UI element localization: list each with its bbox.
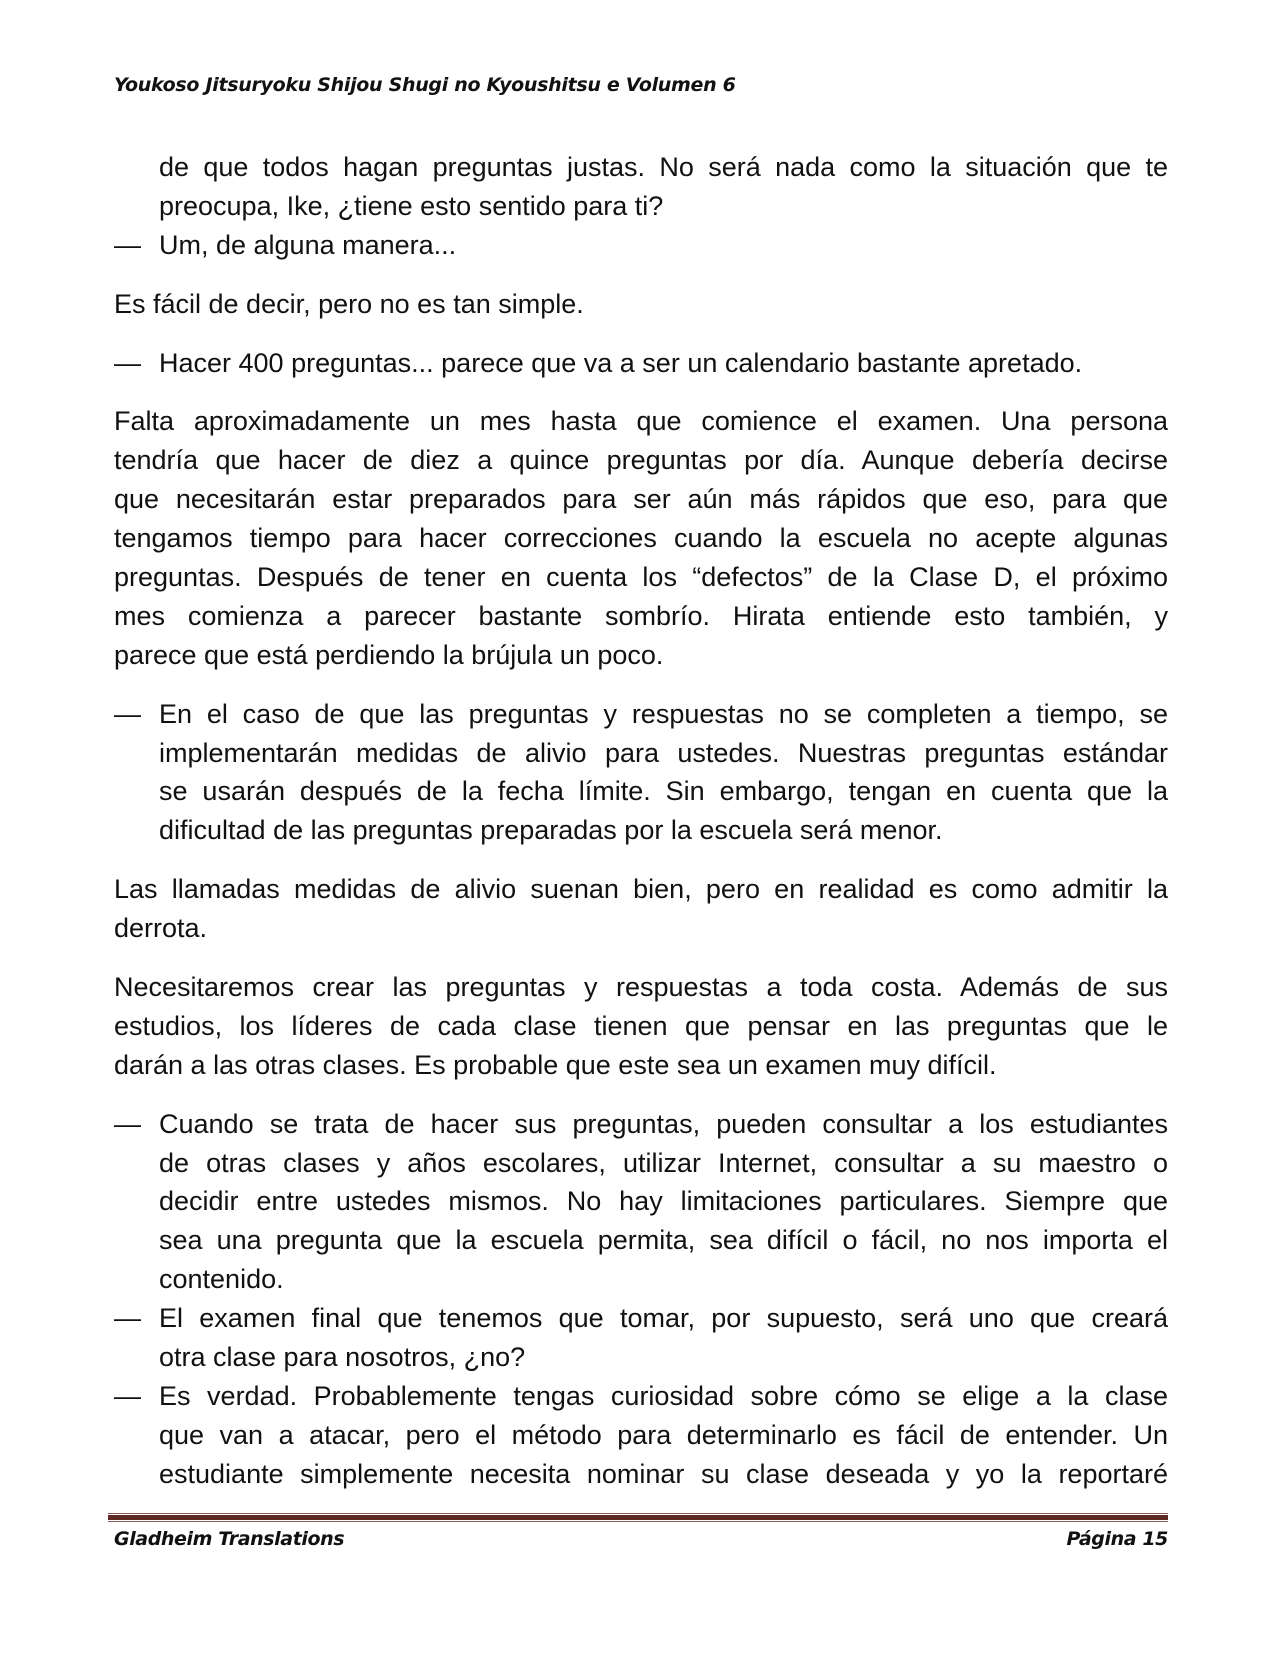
page-body: [114, 148, 1168, 1494]
text-line: darán a las otras clases. Es probable que este sea un examen muy difícil.: [114, 1049, 997, 1080]
text-line: Falta aproximadamente un mes hasta que comience el examen. Una persona: [114, 406, 1168, 437]
text-line: tendría que hacer de diez a quince preguntas por día. Aunque debería decirse: [114, 445, 1168, 476]
dialogue-paragraph: [114, 1377, 1168, 1494]
dialogue-dash: —: [114, 1380, 141, 1411]
text-line: se usarán después de la fecha límite. Sin embargo, tengan en cuenta que la: [159, 776, 1168, 807]
text-line: Um, de alguna manera...: [159, 229, 457, 260]
narration-paragraph: [114, 402, 1168, 674]
text-line: preocupa, Ike, ¿tiene esto sentido para ti?: [159, 190, 664, 221]
dialogue-paragraph: [114, 1105, 1168, 1299]
text-line: de otras clases y años escolares, utilizar Internet, consultar a su maestro o: [159, 1147, 1168, 1178]
dialogue-paragraph: [114, 226, 1168, 265]
text-line: derrota.: [114, 913, 208, 944]
dialogue-continuation: [114, 148, 1168, 226]
text-line: sea una pregunta que la escuela permita, sea difícil o fácil, no nos importa el: [159, 1225, 1168, 1256]
footer-credit: Gladheim Translations: [114, 1528, 345, 1550]
dialogue-dash: —: [114, 1108, 141, 1139]
text-line: que van a atacar, pero el método para determinarlo es fácil de entender. Un: [159, 1419, 1168, 1450]
text-line: decidir entre ustedes mismos. No hay limitaciones particulares. Siempre que: [159, 1186, 1168, 1217]
page-number: Página 15: [1066, 1528, 1168, 1550]
text-line: dificultad de las preguntas preparadas por la escuela será menor.: [159, 815, 943, 846]
text-line: que necesitarán estar preparados para ser aún más rápidos que eso, para que: [114, 484, 1168, 515]
dialogue-paragraph: [114, 1299, 1168, 1377]
text-line: mes comienza a parecer bastante sombrío. Hirata entiende esto también, y: [114, 600, 1168, 631]
text-line: El examen final que tenemos que tomar, por supuesto, será uno que creará: [159, 1303, 1168, 1334]
text-line: estudiante simplemente necesita nominar su clase deseada y yo la reportaré: [159, 1458, 1168, 1489]
text-line: tengamos tiempo para hacer correcciones cuando la escuela no acepte algunas: [114, 523, 1168, 554]
text-line: preguntas. Después de tener en cuenta los “defectos” de la Clase D, el próximo: [114, 562, 1168, 593]
running-header: Youkoso Jitsuryoku Shijou Shugi no Kyoushitsu e Volumen 6: [114, 74, 736, 96]
dialogue-dash: —: [114, 698, 141, 729]
text-line: Necesitaremos crear las preguntas y respuestas a toda costa. Además de sus: [114, 972, 1168, 1003]
text-line: contenido.: [159, 1264, 284, 1295]
dialogue-paragraph: [114, 344, 1168, 383]
footer-rule: [108, 1513, 1168, 1522]
text-line: otra clase para nosotros, ¿no?: [159, 1342, 526, 1373]
text-line: estudios, los líderes de cada clase tienen que pensar en las preguntas que le: [114, 1010, 1168, 1041]
text-line: Las llamadas medidas de alivio suenan bien, pero en realidad es como admitir la: [114, 874, 1168, 905]
dialogue-dash: —: [114, 229, 141, 260]
text-line: Cuando se trata de hacer sus preguntas, pueden consultar a los estudiantes: [159, 1108, 1168, 1139]
narration-paragraph: [114, 285, 1168, 324]
text-line: implementarán medidas de alivio para ustedes. Nuestras preguntas estándar: [159, 737, 1168, 768]
text-line: En el caso de que las preguntas y respuestas no se completen a tiempo, se: [159, 698, 1168, 729]
dialogue-dash: —: [114, 347, 141, 378]
text-line: Es fácil de decir, pero no es tan simple.: [114, 288, 584, 319]
text-line: Es verdad. Probablemente tengas curiosidad sobre cómo se elige a la clase: [159, 1380, 1168, 1411]
text-line: parece que está perdiendo la brújula un poco.: [114, 639, 664, 670]
narration-paragraph: [114, 870, 1168, 948]
text-line: de que todos hagan preguntas justas. No será nada como la situación que te: [159, 152, 1168, 182]
dialogue-paragraph: [114, 695, 1168, 851]
dialogue-dash: —: [114, 1303, 141, 1334]
narration-paragraph: [114, 968, 1168, 1085]
text-line: Hacer 400 preguntas... parece que va a ser un calendario bastante apretado.: [159, 347, 1083, 378]
